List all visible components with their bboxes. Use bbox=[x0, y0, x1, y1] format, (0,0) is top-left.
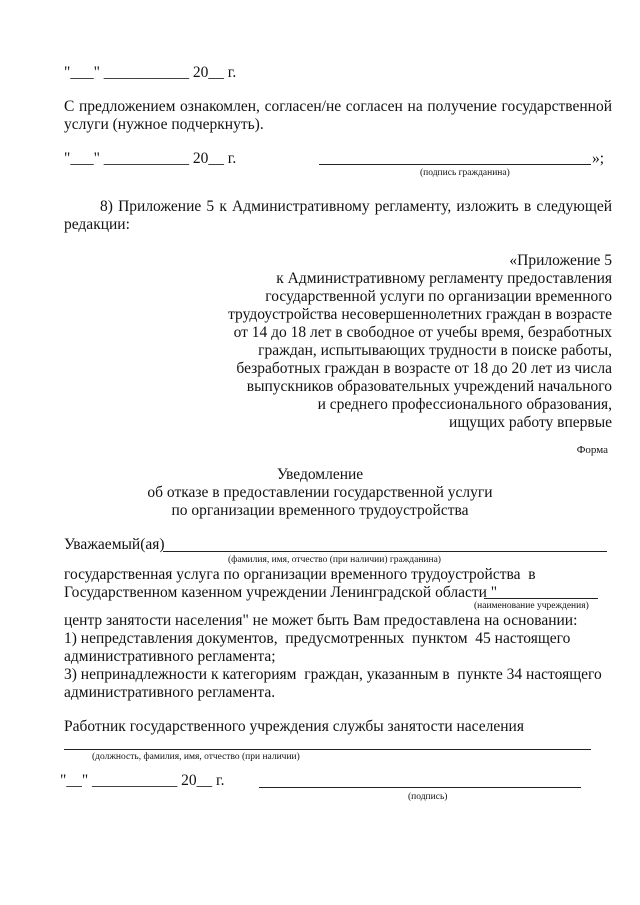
appendix-line: «Приложение 5 bbox=[509, 252, 612, 269]
greeting: Уважаемый(ая) bbox=[64, 536, 165, 553]
body-line-6: 3) непринадлежности к категориям граждан, указанным в пункте 34 настоящего bbox=[64, 666, 602, 683]
position-underline bbox=[64, 749, 591, 750]
institution-underline bbox=[484, 598, 598, 599]
appendix-line: ищущих работу впервые bbox=[449, 414, 612, 431]
appendix-line: выпускников образовательных учреждений начального bbox=[246, 378, 612, 395]
footer-signature-line bbox=[259, 787, 581, 788]
appendix-line: государственной услуги по организации временного bbox=[265, 288, 612, 305]
name-underline bbox=[163, 551, 607, 552]
item8-line-2: редакции: bbox=[64, 216, 130, 233]
worker-line: Работник государственного учреждения службы занятости населения bbox=[64, 718, 524, 735]
appendix-line: безработных граждан в возрасте от 18 до 20 лет из числа bbox=[236, 360, 612, 377]
footer-signature-caption: (подпись) bbox=[408, 792, 448, 802]
signature-line bbox=[319, 164, 591, 165]
date-line-second: "___" ___________ 20__ г. bbox=[64, 150, 237, 167]
form-label: Форма bbox=[576, 444, 608, 456]
date-line-footer: "__" ___________ 20__ г. bbox=[60, 772, 225, 789]
notice-subtitle-line-1: об отказе в предоставлении государственной услуги bbox=[147, 484, 493, 501]
date-line-top: "___" ___________ 20__ г. bbox=[64, 64, 237, 81]
body-line-1: государственная услуга по организации временного трудоустройства в bbox=[64, 566, 536, 583]
consent-text-line-2: услуги (нужное подчеркнуть). bbox=[64, 116, 264, 133]
name-caption: (фамилия, имя, отчество (при наличии) гражданина) bbox=[228, 555, 441, 565]
notice-subtitle-line-2: по организации временного трудоустройства bbox=[171, 502, 469, 519]
body-line-2: Государственном казенном учреждении Ленинградской области " bbox=[64, 584, 498, 601]
signature-caption: (подпись гражданина) bbox=[420, 168, 510, 178]
signature-end-mark: »; bbox=[592, 150, 605, 167]
body-line-7: административного регламента. bbox=[64, 684, 276, 701]
appendix-line: к Административному регламенту предоставления bbox=[276, 270, 612, 287]
body-line-4: 1) непредставления документов, предусмотренных пунктом 45 настоящего bbox=[64, 630, 571, 647]
consent-text-line-1: С предложением ознакомлен, согласен/не согласен на получение государственной bbox=[64, 98, 612, 115]
item8-line-1: 8) Приложение 5 к Административному регламенту, изложить в следующей bbox=[100, 198, 612, 215]
institution-caption: (наименование учреждения) bbox=[474, 601, 589, 611]
appendix-line: и среднего профессионального образования, bbox=[317, 396, 612, 413]
body-line-5: административного регламента; bbox=[64, 648, 276, 665]
appendix-line: от 14 до 18 лет в свободное от учебы время, безработных bbox=[233, 324, 612, 341]
notice-title: Уведомление bbox=[276, 466, 364, 483]
appendix-line: граждан, испытывающих трудности в поиске работы, bbox=[258, 342, 612, 359]
body-line-3: центр занятости населения" не может быть Вам предоставлена на основании: bbox=[64, 612, 578, 629]
appendix-line: трудоустройства несовершеннолетних граждан в возрасте bbox=[228, 306, 612, 323]
position-caption: (должность, фамилия, имя, отчество (при наличии) bbox=[92, 752, 300, 762]
